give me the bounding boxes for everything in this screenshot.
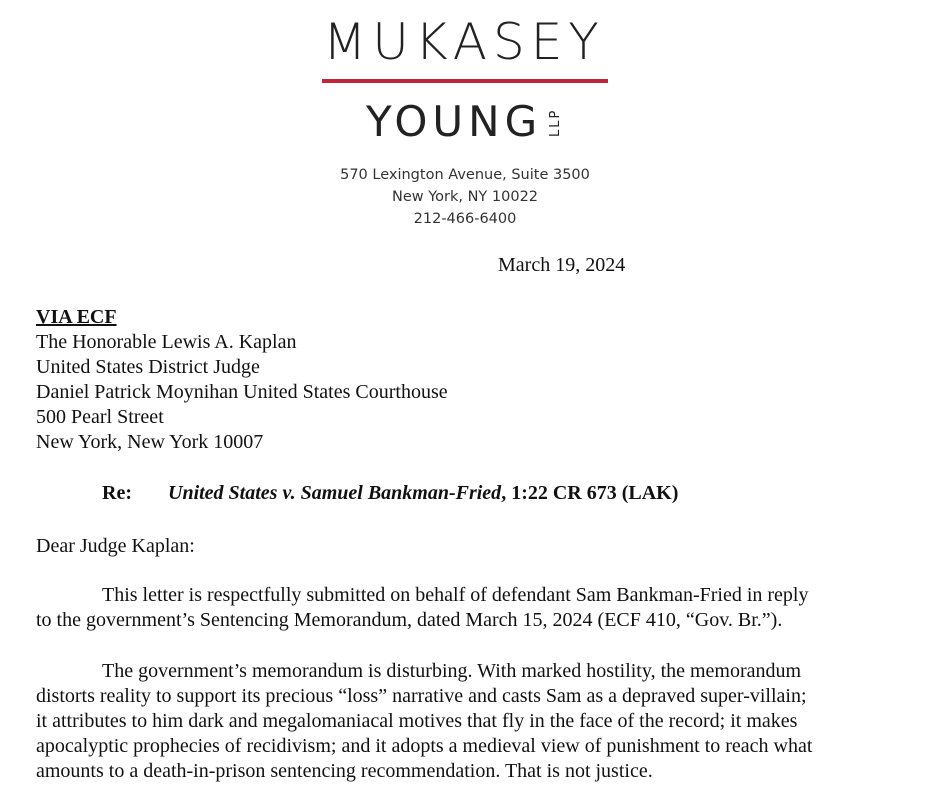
body-paragraph (36, 659, 906, 784)
body-paragraph (36, 583, 906, 633)
address-line: New York, NY 10022 (391, 189, 539, 205)
recipient-line: New York, New York 10007 (36, 431, 264, 453)
paragraph-line: apocalyptic prophecies of recidivism; and it adopts a medieval view of punishment to reach what (36, 735, 813, 757)
salutation: Dear Judge Kaplan: (36, 535, 195, 557)
subject-line (102, 481, 678, 506)
recipient-line: Daniel Patrick Moynihan United States Courthouse (36, 381, 448, 403)
logo-divider (322, 79, 608, 83)
case-name: United States v. Samuel Bankman-Fried (168, 482, 502, 504)
firm-logo-bottom: YOUNG (366, 97, 543, 146)
subject-label: Re: (102, 482, 132, 504)
firm-address (300, 164, 630, 230)
paragraph-line: amounts to a death-in-prison sentencing recommendation. That is not justice. (36, 760, 653, 782)
paragraph-line: distorts reality to support its precious “loss” narrative and casts Sam as a depraved super-villain; (36, 685, 807, 707)
recipient-line: 500 Pearl Street (36, 406, 164, 428)
firm-logo-suffix: LLP (548, 108, 563, 138)
case-number: , 1:22 CR 673 (LAK) (501, 482, 679, 504)
address-line: 570 Lexington Avenue, Suite 3500 (340, 167, 590, 183)
recipient-line: The Honorable Lewis A. Kaplan (36, 331, 297, 353)
paragraph-line: The government’s memorandum is disturbing. With marked hostility, the memorandum (102, 660, 802, 682)
paragraph-line: it attributes to him dark and megalomaniacal motives that fly in the face of the record; it makes (36, 710, 798, 732)
paragraph-line: to the government’s Sentencing Memorandum, dated March 15, 2024 (ECF 410, “Gov. Br.”). (36, 609, 783, 631)
recipient-block (36, 305, 448, 455)
phone-line: 212-466-6400 (413, 211, 517, 227)
firm-logo-top: MUKASEY (323, 13, 605, 71)
recipient-line: United States District Judge (36, 356, 260, 378)
delivery-method: VIA ECF (36, 306, 117, 328)
paragraph-line: This letter is respectfully submitted on behalf of defendant Sam Bankman-Fried in reply (102, 584, 809, 606)
letter-date: March 19, 2024 (498, 254, 626, 276)
